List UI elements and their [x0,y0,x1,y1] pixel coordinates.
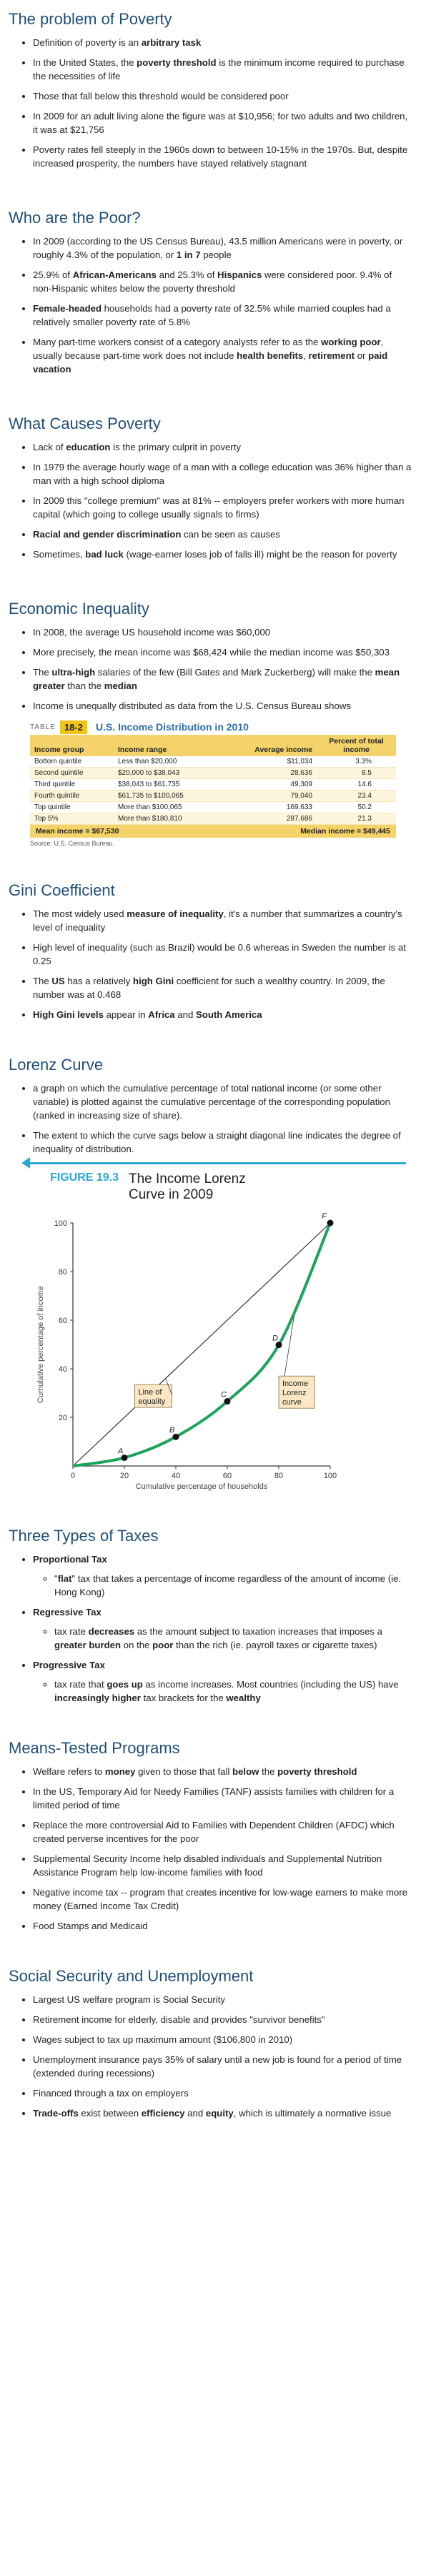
lorenz-chart [9,1203,409,1503]
table-cell: $61,735 to $100,065 [114,791,229,802]
list-item: • In 2009 for an adult living alone the figure was at $10,956; for two adults and two children, it was at $21,756 [33,109,426,137]
section-title-taxes: Three Types of Taxes [9,1527,159,1545]
y-tick-label: 20 [58,1414,67,1422]
table-cell: 14.6 [317,779,396,791]
section-title-lorenz: Lorenz Curve [9,1056,104,1074]
x-tick-label: 100 [323,1472,337,1480]
figure-title: The Income Lorenz Curve in 2009 [129,1171,246,1202]
table-header [30,719,396,735]
x-tick-label: 20 [119,1472,129,1480]
section-causes [9,405,426,561]
point-f [327,1220,334,1227]
point-label: B [169,1426,175,1435]
section-means-tested [9,1729,426,1933]
list-item: • High level of inequality (such as Brazil) would be 0.6 whereas in Sweden the number is at 0.25 [33,941,426,968]
list-item: • Proportional Tax ◦ "flat" tax that takes a percentage of income regardless of the amount of income (ie. Hong Kong) [33,1552,426,1599]
mean-income: Mean income = $67,530 [36,827,119,836]
x-axis-label: Cumulative percentage of households [135,1482,268,1491]
list-item: • Racial and gender discrimination can be seen as causes [33,527,426,541]
section-taxes [9,1517,426,1705]
list-item: • Regressive Tax ◦ tax rate decreases as the amount subject to taxation increases that imposes a greater burden on the poor than the rich (ie. payroll taxes or cigarette taxes) [33,1605,426,1652]
table-cell: More than $180,810 [114,813,229,825]
list-item: • In 2009 this "college premium" was at 81% -- employers prefer workers with more human capital (which going to college usually signals to firms) [33,494,426,521]
table-cell: 79,040 [229,791,317,802]
arrow-left-icon [21,1157,30,1169]
poverty-list [9,36,426,170]
section-inequality [9,590,426,847]
table-cell: 50.2 [317,802,396,813]
list-item: • The ultra-high salaries of the few (Bill Gates and Mark Zuckerberg) will make the mean greater than the median [33,665,426,693]
section-title-poverty: The problem of Poverty [9,10,172,28]
section-gini [9,871,426,1021]
section-title-causes: What Causes Poverty [9,415,161,432]
table-cell: Top quintile [30,802,114,813]
list-item: • Negative income tax -- program that creates incentive for low-wage earners to make more money (Earned Income Tax Credit) [33,1886,426,1913]
table-row [30,779,396,791]
lorenz-label-text: Lorenz [282,1389,307,1398]
social-list [9,1993,426,2120]
table-cell: 3.3% [317,756,396,768]
x-tick-label: 0 [70,1472,76,1480]
list-item: ◦ "flat" tax that takes a percentage of income regardless of the amount of income (ie. Hong Kong) [54,1572,413,1599]
point-label: A [118,1447,124,1456]
table-header-row [30,735,396,756]
list-item: • More precisely, the mean income was $68,424 while the median income was $50,303 [33,645,426,659]
list-item: • Supplemental Security Income help disabled individuals and Supplemental Nutrition Assistance Program help low-income families with food [33,1852,426,1879]
table-row [30,813,396,825]
table-title: U.S. Income Distribution in 2010 [95,721,249,733]
table-cell: Second quintile [30,768,114,779]
list-item: • Definition of poverty is an arbitrary task [33,36,426,49]
table-cell: 49,309 [229,779,317,791]
list-item: • The extent to which the curve sags below a straight diagonal line indicates the degree of inequality of distribution. [33,1129,426,1156]
figure-header [50,1171,409,1203]
list-item: • Many part-time workers consist of a category analysts refer to as the working poor, usually because part-time work does not include health benefits, retirement or paid vacation [33,335,426,376]
income-distribution-table [30,719,396,847]
equality-label-text: equality [138,1397,166,1407]
equality-label-text: Line of [138,1388,162,1397]
section-title-who: Who are the Poor? [9,209,141,227]
table-cell: $38,043 to $61,735 [114,779,229,791]
list-item: • Food Stamps and Medicaid [33,1919,426,1933]
x-tick-label: 80 [274,1472,284,1480]
list-item: • In 2009 (according to the US Census Bureau), 43.5 million Americans were in poverty, or roughly 4.3% of the population, or 1 in 7 people [33,234,426,262]
list-item: • In the US, Temporary Aid for Needy Families (TANF) assists families with children for a limited period of time [33,1785,426,1812]
column-header: Income group [30,735,114,756]
list-item: • 25.9% of African-Americans and 25.3% of Hispanics were considered poor. 9.4% of non-Hispanic whites below the poverty threshold [33,268,426,295]
list-item: • In 1979 the average hourly wage of a man with a college education was 36% higher than a man with a high school diploma [33,460,426,487]
taxes-list [9,1552,426,1705]
list-item: • The most widely used measure of inequality, it's a number that summarizes a country's level of inequality [33,907,426,934]
column-header: Percent of total income [317,735,396,756]
list-item: • Sometimes, bad luck (wage-earner loses job of falls ill) might be the reason for poverty [33,548,426,561]
section-title-gini: Gini Coefficient [9,881,115,899]
y-tick-label: 40 [58,1365,67,1374]
list-item: • a graph on which the cumulative percentage of total national income (or some other variable) is plotted against the cumulative percentage of the corresponding population (ranked in increasing size of share). [33,1081,426,1122]
list-item: • Welfare refers to money given to those that fall below the poverty threshold [33,1765,426,1778]
list-item: • In the United States, the poverty threshold is the minimum income required to purchase the necessities of life [33,56,426,83]
section-social-security [9,1957,426,2120]
list-item: • High Gini levels appear in Africa and South America [33,1008,426,1021]
means-list [9,1765,426,1933]
table-number: 18-2 [60,720,87,734]
list-item: • Progressive Tax ◦ tax rate that goes up as income increases. Most countries (including the US) have increasingly higher tax brackets for the wealthy [33,1658,426,1705]
inequality-list [9,625,426,713]
x-tick-label: 40 [171,1472,181,1480]
list-item: • Financed through a tax on employers [33,2086,426,2100]
who-list [9,234,426,376]
income-table [30,735,396,825]
x-tick-label: 60 [222,1472,232,1480]
table-cell: 8.5 [317,768,396,779]
y-tick-label: 60 [58,1317,67,1325]
table-cell: 21.3 [317,813,396,825]
section-who-are-poor [9,199,426,376]
list-item: • Replace the more controversial Aid to Families with Dependent Children (AFDC) which created perverse incentives for the poor [33,1818,426,1846]
table-row [30,802,396,813]
table-cell: 287,686 [229,813,317,825]
list-item: • Trade-offs exist between efficiency and equity, which is ultimately a normative issue [33,2106,426,2120]
y-tick-label: 100 [54,1219,67,1228]
table-cell: 169,633 [229,802,317,813]
causes-list [9,440,426,561]
list-item: • Retirement income for elderly, disable and provides "survivor benefits" [33,2013,426,2026]
y-axis-label: Cumulative percentage of income [36,1286,45,1403]
table-cell: Third quintile [30,779,114,791]
table-body [30,756,396,825]
point-label: D [272,1334,278,1343]
section-poverty [9,0,426,170]
column-header: Average income [229,735,317,756]
section-lorenz [9,1046,426,1507]
list-item: • Wages subject to tax up maximum amount ($106,800 in 2010) [33,2033,426,2046]
list-item: • Those that fall below this threshold would be considered poor [33,89,426,103]
table-cell: Bottom quintile [30,756,114,768]
list-item: • Lack of education is the primary culprit in poverty [33,440,426,454]
table-tag: TABLE [30,723,56,731]
table-cell: Fourth quintile [30,791,114,802]
line-of-equality [73,1223,330,1466]
median-income: Median income = $49,445 [300,827,390,836]
table-cell: More than $100,065 [114,802,229,813]
figure-rule [29,1162,406,1164]
list-item: • The US has a relatively high Gini coefficient for such a wealthy country. In 2009, the number was at 0.468 [33,974,426,1001]
table-cell: Less than $20,000 [114,756,229,768]
lorenz-list [9,1081,426,1156]
list-item: • Poverty rates fell steeply in the 1960s down to between 10-15% in the 1970s. But, despite increased prosperity, the numbers have stayed relatively stagnant [33,143,426,170]
list-item: • Female-headed households had a poverty rate of 32.5% while married couples had a relatively smaller poverty rate of 5.8% [33,302,426,329]
section-title-social: Social Security and Unemployment [9,1967,254,1985]
table-cell: 28,636 [229,768,317,779]
table-cell: 23.4 [317,791,396,802]
y-tick-label: 80 [58,1268,67,1277]
point-label: C [221,1390,227,1400]
table-source: Source: U.S. Census Bureau. [30,840,115,847]
figure-label: FIGURE 19.3 [50,1171,119,1184]
table-row [30,756,396,768]
lorenz-label-text: Income [282,1379,309,1389]
list-item: • Income is unequally distributed as data from the U.S. Census Bureau shows [33,699,426,713]
list-item: ◦ tax rate that goes up as income increases. Most countries (including the US) have increasingly higher tax brackets for the wealthy [54,1678,413,1705]
section-title-means: Means-Tested Programs [9,1739,180,1757]
table-cell: $11,034 [229,756,317,768]
list-item: • Unemployment insurance pays 35% of salary until a new job is found for a period of time (extended during recessions) [33,2053,426,2080]
section-title-inequality: Economic Inequality [9,600,149,618]
table-cell: Top 5% [30,813,114,825]
table-cell: $20,000 to $38,043 [114,768,229,779]
list-item: • In 2008, the average US household income was $60,000 [33,625,426,639]
column-header: Income range [114,735,229,756]
point-label: F [322,1212,327,1221]
gini-list [9,907,426,1021]
table-row [30,768,396,779]
list-item: ◦ tax rate decreases as the amount subject to taxation increases that imposes a greater burden on the poor than the rich (ie. payroll taxes or cigarette taxes) [54,1625,413,1652]
lorenz-figure [9,1162,409,1507]
table-row [30,791,396,802]
lorenz-label-text: curve [282,1398,302,1407]
list-item: • Largest US welfare program is Social Security [33,1993,426,2006]
table-footer [30,825,396,838]
